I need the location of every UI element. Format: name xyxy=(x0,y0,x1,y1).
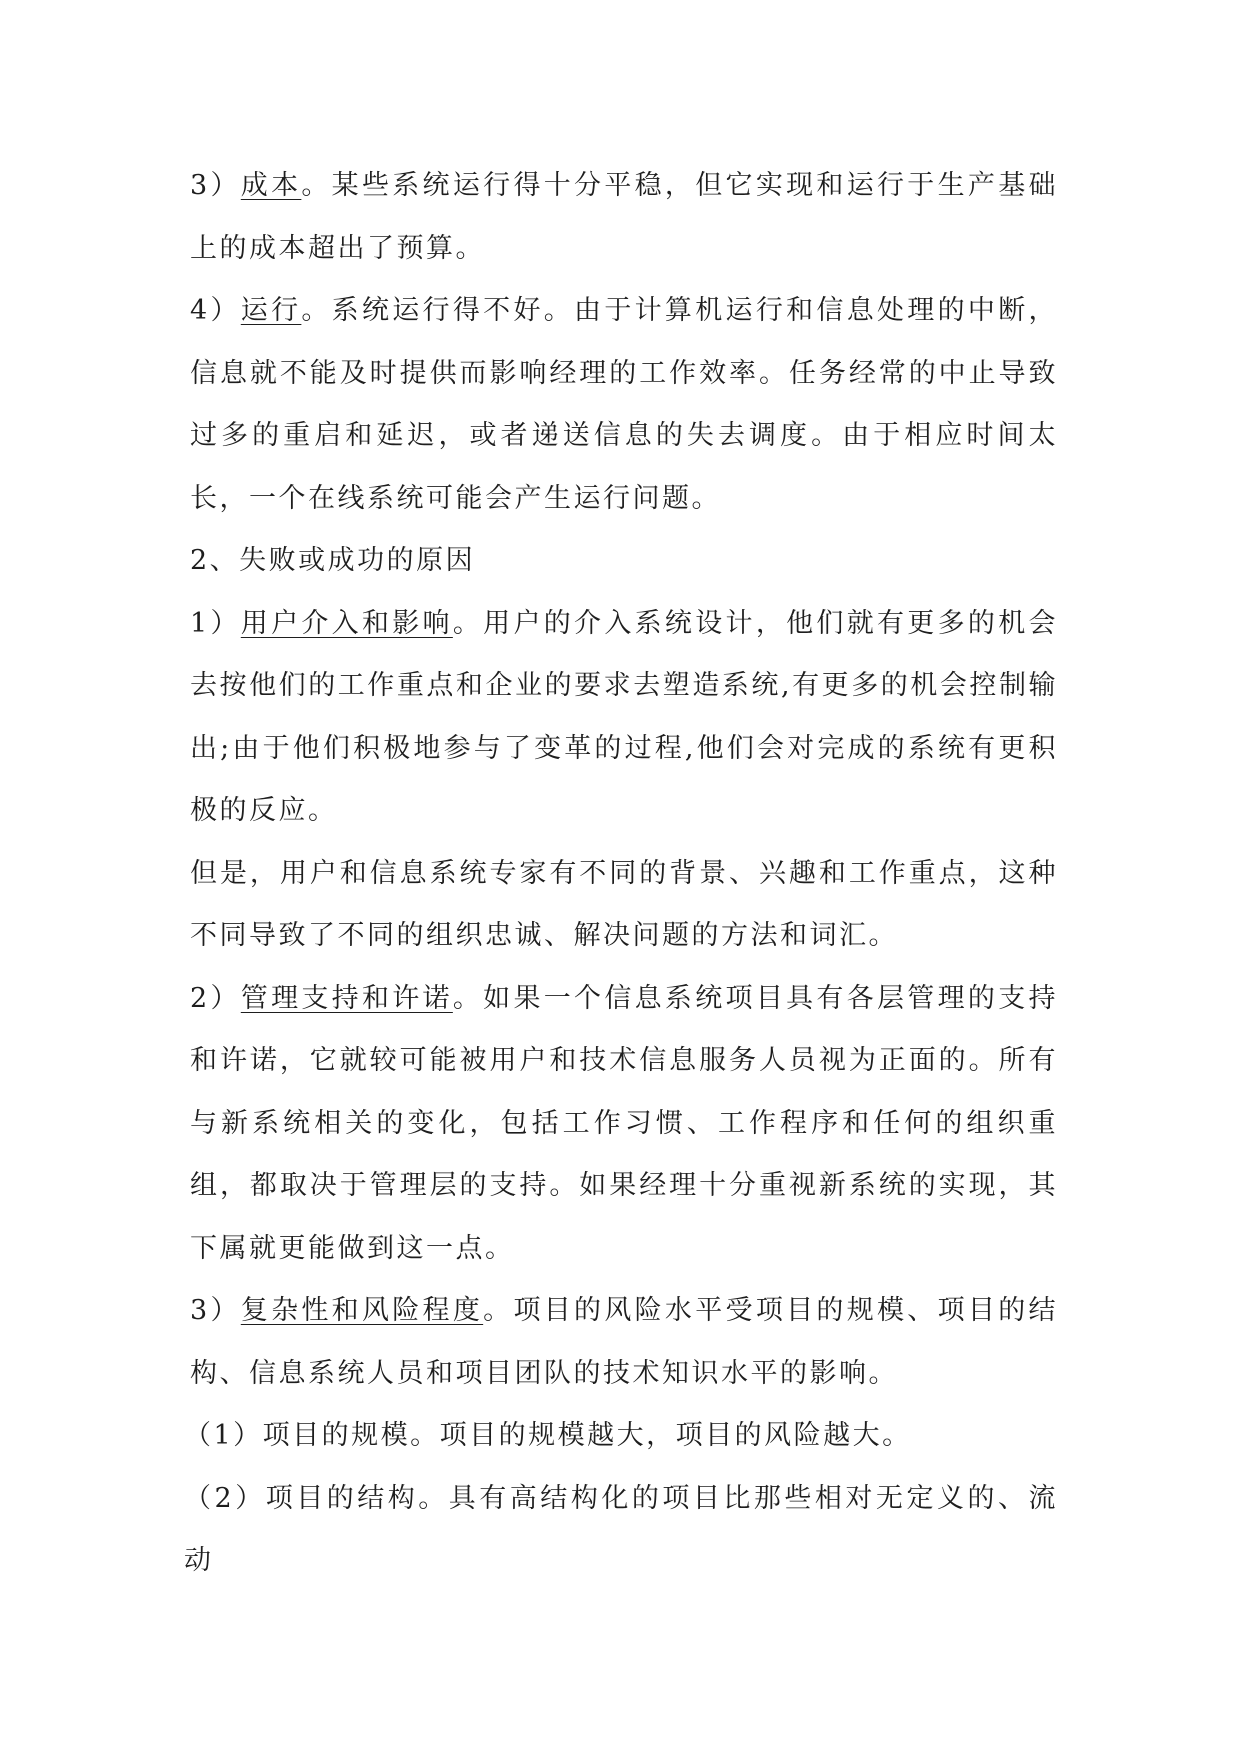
section-heading: 2、失败或成功的原因 xyxy=(190,545,476,576)
paragraph-operation xyxy=(190,280,1058,530)
paragraph-complexity-risk xyxy=(190,1280,1058,1405)
paragraph-text: 。如果一个信息系统项目具有各层管理的支持和许诺，它就较可能被用户和技术信息服务人员视为正面的。所有与新系统相关的变化，包括工作习惯、工作程序和任何的组织重组，都取决于管理层的支持。如果经理十分重视新系统的实现，其下属就更能做到这一点。 xyxy=(190,982,1058,1264)
underlined-term: 复杂性和风险程度 xyxy=(240,1295,484,1326)
item-number: 1） xyxy=(190,607,241,639)
document-body xyxy=(184,155,1058,1593)
paragraph-text: 。某些系统运行得十分平稳，但它实现和运行于生产基础上的成本超出了预算。 xyxy=(190,170,1058,264)
item-number: 4） xyxy=(190,295,241,326)
underlined-term: 运行 xyxy=(240,295,302,326)
paragraph-however: 但是，用户和信息系统专家有不同的背景、兴趣和工作重点，这种不同导致了不同的组织忠诚、解决问题的方法和词汇。 xyxy=(190,857,1058,951)
paragraph-text: 。用户的介入系统设计，他们就有更多的机会去按他们的工作重点和企业的要求去塑造系统,有更多的机会控制输出;由于他们积极地参与了变革的过程,他们会对完成的系统有更积极的反应。 xyxy=(190,607,1058,826)
paragraph-text: 。系统运行得不好。由于计算机运行和信息处理的中断，信息就不能及时提供而影响经理的工作效率。任务经常的中止导致过多的重启和延迟，或者递送信息的失去调度。由于相应时间太长，一个在线系统可能会产生运行问题。 xyxy=(190,295,1058,514)
item-number: 3） xyxy=(190,170,241,201)
paragraph-project-size: （1）项目的规模。项目的规模越大，项目的风险越大。 xyxy=(184,1420,912,1451)
underlined-term: 用户介入和影响 xyxy=(240,607,453,639)
underlined-term: 成本 xyxy=(240,170,302,201)
paragraph-user-involvement xyxy=(190,593,1058,843)
paragraph-management-support xyxy=(190,968,1058,1281)
item-number: 2） xyxy=(190,982,241,1014)
paragraph-cost xyxy=(190,155,1058,280)
paragraph-text: 。项目的风险水平受项目的规模、项目的结构、信息系统人员和项目团队的技术知识水平的影响。 xyxy=(190,1295,1058,1389)
item-number: 3） xyxy=(190,1295,241,1326)
underlined-term: 管理支持和许诺 xyxy=(240,982,453,1014)
paragraph-project-structure: （2）项目的结构。具有高结构化的项目比那些相对无定义的、流动 xyxy=(184,1482,1058,1576)
